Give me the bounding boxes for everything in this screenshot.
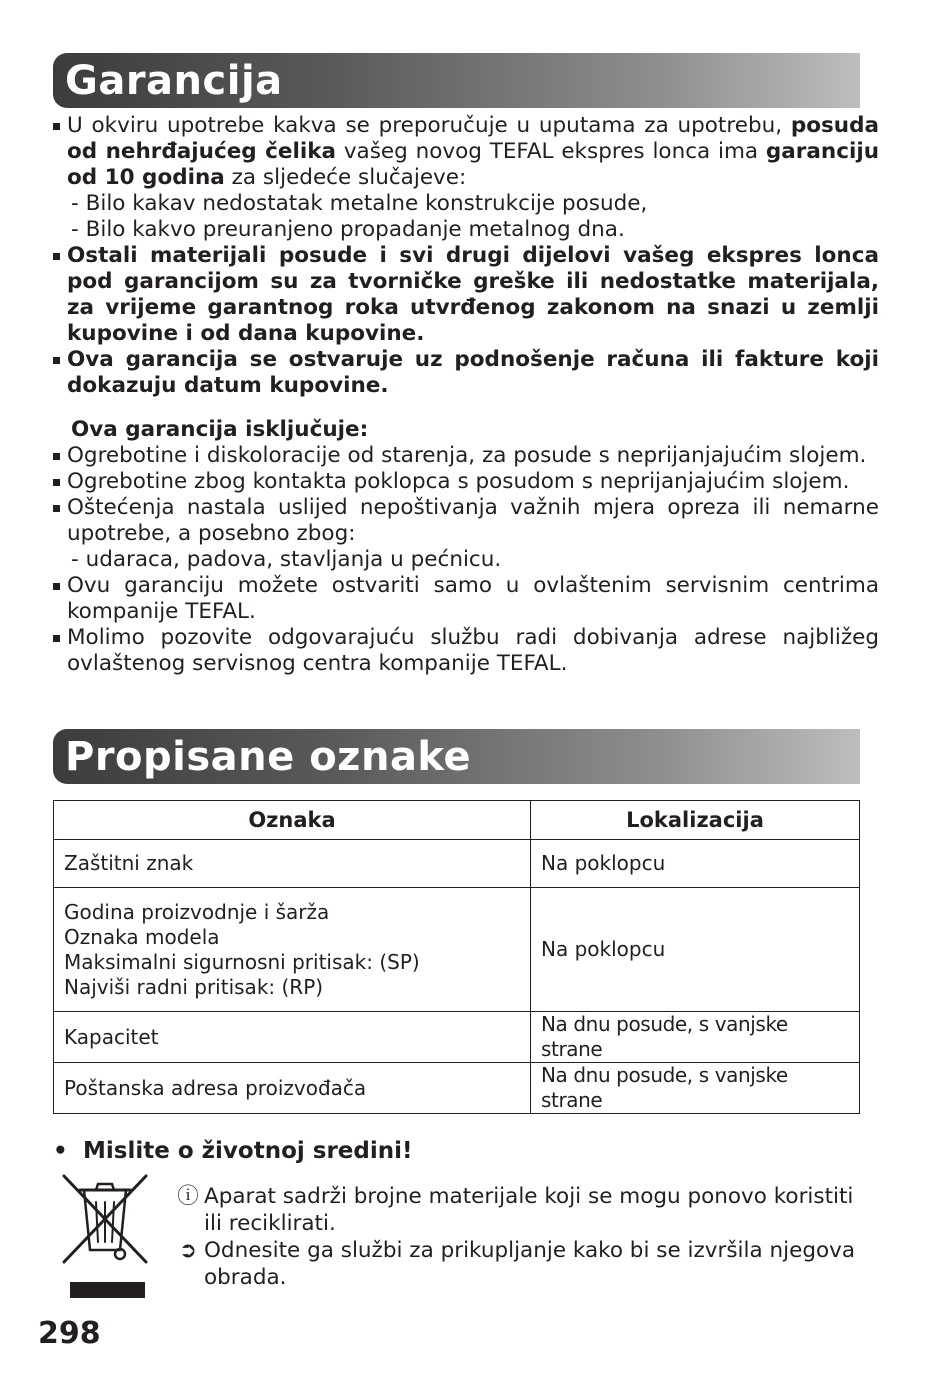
exclusion-item (53, 469, 879, 495)
text-run: vašeg novog TEFAL ekspres lonca ima (336, 139, 766, 164)
bullet-square-icon (53, 357, 60, 364)
table-row (54, 840, 860, 888)
column-header-oznaka: Oznaka (54, 801, 531, 840)
section-title: Propisane oznake (65, 733, 472, 780)
environment-notes (176, 1183, 876, 1291)
section-title: Garancija (65, 57, 283, 104)
text-run-bold: posuda od nehrđajućeg čelika (67, 113, 879, 164)
table-row (54, 888, 860, 1012)
cell-location: Na poklopcu (531, 840, 860, 888)
column-header-lokalizacija: Lokalizacija (531, 801, 860, 840)
crossed-out-wheelie-bin-icon (60, 1172, 150, 1302)
table-row (54, 1063, 860, 1114)
garancija-body (53, 113, 879, 677)
bullet-square-icon (53, 479, 60, 486)
environment-title: Mislite o životnoj sredini! (83, 1138, 413, 1164)
exclusion-item (53, 443, 879, 469)
page-number: 298 (38, 1316, 101, 1351)
text-run: Ovu garanciju možete ostvariti samo u ovlaštenim servisnim centrima kompanije TEFAL. (67, 573, 879, 624)
text-run-bold: Ostali materijali posude i svi drugi dijelovi vašeg ekspres lonca pod garancijom su za tvorničke greške ili nedostatke materijala, za vrijeme garantnog roka utvrđenog zakonom na snazi u zemlji kupovine i od dana kupovine. (67, 243, 879, 346)
info-icon: ⓘ (177, 1184, 199, 1209)
cell-line: Oznaka modela (64, 924, 220, 949)
environment-note (176, 1237, 876, 1291)
exclusion-item (53, 625, 879, 677)
cell-line: Najviši radni pritisak: (RP) (64, 974, 324, 999)
cell-mark: Poštanska adresa proizvođača (54, 1063, 531, 1114)
text-run: U okviru upotrebe kakva se preporučuje u uputama za upotrebu, (67, 113, 791, 138)
cell-mark: Zaštitni znak (54, 840, 531, 888)
cell-line: Godina proizvodnje i šarža (64, 899, 330, 924)
note-text: Odnesite ga službi za prikupljanje kako bi se izvršila njegova obrada. (204, 1238, 856, 1290)
bullet-square-icon (53, 635, 60, 642)
bullet-square-icon (53, 453, 60, 460)
paragraph (53, 113, 879, 191)
note-text: Aparat sadrži brojne materijale koji se mogu ponovo koristiti ili reciklirati. (204, 1184, 854, 1236)
table-row (54, 1012, 860, 1063)
sub-item: - Bilo kakav nedostatak metalne konstrukcije posude, (71, 191, 648, 216)
text-run: Oštećenja nastala uslijed nepoštivanja važnih mjera opreza ili nemarne upotrebe, a posebno zbog: (67, 495, 879, 546)
exclusions-heading: Ova garancija isključuje: (71, 417, 369, 442)
markings-table (53, 800, 860, 1114)
text-run: Molimo pozovite odgovarajuću službu radi dobivanja adrese najbližeg ovlaštenog servisnog centra kompanije TEFAL. (67, 625, 879, 676)
bullet-square-icon (53, 253, 60, 260)
bullet-dot-icon: • (53, 1138, 68, 1164)
section-banner-garancija (53, 53, 860, 108)
text-run: Ogrebotine zbog kontakta poklopca s posudom s neprijanjajućim slojem. (67, 469, 850, 494)
text-run-bold: Ova garancija se ostvaruje uz podnošenje računa ili fakture koji dokazuju datum kupovine. (67, 347, 879, 398)
arrow-right-icon: ➲ (178, 1238, 197, 1263)
bullet-square-icon (53, 505, 60, 512)
text-run-bold: garanciju od 10 godina (67, 139, 879, 190)
environment-heading (53, 1138, 413, 1164)
cell-mark (54, 888, 531, 1012)
table-header-row (54, 801, 860, 840)
cell-mark: Kapacitet (54, 1012, 531, 1063)
exclusion-item (53, 573, 879, 625)
cell-location: Na dnu posude, s vanjske strane (531, 1063, 860, 1114)
paragraph (53, 243, 879, 347)
sub-item: - udaraca, padova, stavljanja u pećnicu. (71, 547, 502, 572)
paragraph (53, 347, 879, 399)
cell-line: Maksimalni sigurnosni pritisak: (SP) (64, 949, 420, 974)
environment-note (176, 1183, 876, 1237)
sub-item: - Bilo kakvo preuranjeno propadanje metalnog dna. (71, 217, 625, 242)
cell-location: Na poklopcu (531, 888, 860, 1012)
text-run: za sljedeće slučajeve: (224, 165, 467, 190)
bullet-square-icon (53, 123, 60, 130)
cell-location: Na dnu posude, s vanjske strane (531, 1012, 860, 1063)
text-run: Ogrebotine i diskoloracije od starenja, za posude s neprijanjajućim slojem. (67, 443, 867, 468)
section-banner-propisane-oznake (53, 729, 860, 784)
exclusion-item (53, 495, 879, 547)
bullet-square-icon (53, 583, 60, 590)
